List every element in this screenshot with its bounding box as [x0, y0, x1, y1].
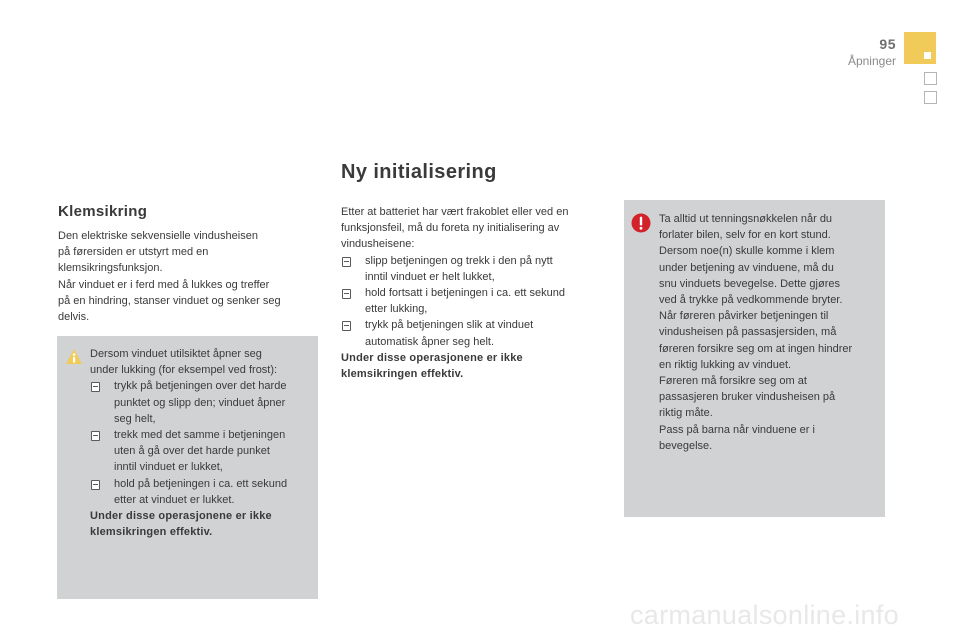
text-line: vindusheisene: [341, 238, 415, 251]
text-line: under betjening av vinduene, må du [659, 261, 834, 274]
text-line: klemsikringsfunksjon. [58, 262, 163, 275]
text-line: Når føreren påvirker betjeningen til [659, 310, 829, 323]
list-item [341, 317, 601, 349]
list-item [90, 427, 312, 476]
warning-text-line: klemsikringen effektiv. [341, 368, 464, 381]
text-line: trykk på betjeningen over det harde [114, 380, 287, 393]
list-item [341, 285, 601, 317]
klemsikring-intro [58, 228, 320, 325]
chapter-tab-marker [904, 32, 936, 64]
chapter-title: Åpninger [847, 54, 896, 68]
text-line: trykk på betjeningen slik at vinduet [365, 319, 534, 332]
page-number: 95 [879, 36, 896, 52]
text-line: automatisk åpner seg helt. [365, 335, 495, 348]
text-line: Ta alltid ut tenningsnøkkelen når du [659, 213, 833, 225]
text-line: under lukking (for eksempel ved frost): [90, 364, 278, 377]
text-line: hold fortsatt i betjeningen i ca. ett sekund [365, 287, 565, 300]
section-title-klemsikring: Klemsikring [58, 203, 148, 220]
text-line: Når vinduet er i ferd med å lukkes og treffer [58, 278, 270, 291]
chapter-tab-box-1 [924, 72, 937, 85]
bullet-icon [91, 431, 100, 441]
text-line: Dersom noe(n) skulle komme i klem [659, 245, 835, 258]
list-item [90, 476, 312, 508]
info-icon [65, 348, 83, 366]
init-bullet-list [341, 253, 601, 350]
info-panel-content [90, 346, 312, 540]
chapter-tab-box-2 [924, 91, 937, 104]
text-line: vindusheisen på passasjersiden, må [659, 326, 837, 339]
bullet-icon [91, 480, 100, 490]
list-item [341, 253, 601, 285]
info-bullet-list [90, 378, 312, 508]
watermark: carmanualsonline.info [630, 600, 899, 630]
text-line: inntil vinduet er lukket, [114, 461, 223, 474]
text-line: Føreren må forsikre seg om at [659, 375, 807, 388]
text-line: forlater bilen, selv for en kort stund. [659, 229, 831, 242]
text-line: hold på betjeningen i ca. ett sekund [114, 477, 288, 490]
text-line: punktet og slipp den; vinduet åpner [114, 396, 286, 409]
text-line: uten å gå over det harde punket [114, 445, 270, 458]
warning-text-line: Under disse operasjonene er ikke [341, 351, 523, 364]
text-line: bevegelse. [659, 439, 713, 452]
text-line: etter lukking, [365, 303, 428, 316]
bullet-icon [342, 289, 351, 299]
text-line: ved å trykke på vedkommende bryter. [659, 294, 843, 307]
text-line: etter at vinduet er lukket. [114, 493, 235, 506]
text-line: delvis. [58, 311, 90, 324]
text-line: trekk med det samme i betjeningen [114, 429, 286, 442]
warning-text-line: Under disse operasjonene er ikke [90, 510, 272, 523]
text-line: funksjonsfeil, må du foreta ny initialisering av [341, 222, 560, 235]
info-panel [57, 336, 318, 599]
bullet-icon [91, 382, 100, 392]
init-section [341, 204, 601, 382]
text-line: slipp betjeningen og trekk i den på nytt [365, 254, 553, 267]
warning-text-line: klemsikringen effektiv. [90, 526, 213, 539]
text-line: riktig måte. [659, 407, 713, 420]
text-line: på førersiden er utstyrt med en [58, 246, 209, 259]
text-line: Etter at batteriet har vært frakoblet eller ved en [341, 206, 569, 218]
text-line: Den elektriske sekvensielle vindusheisen [58, 230, 258, 242]
text-line: en riktig lukking av vinduet. [659, 358, 792, 371]
warning-panel-content [659, 211, 881, 454]
text-line: inntil vinduet er helt lukket, [365, 270, 495, 283]
bullet-icon [342, 257, 351, 267]
text-line: Pass på barna når vinduene er i [659, 423, 815, 436]
text-line: seg helt, [114, 412, 156, 425]
text-line: passasjeren bruker vindusheisen på [659, 391, 836, 404]
warning-panel [624, 200, 885, 517]
text-line: på en hindring, stanser vinduet og senker seg [58, 294, 281, 307]
bullet-icon [342, 321, 351, 331]
text-line: føreren forsikre seg om at ingen hindrer [659, 342, 853, 355]
text-line: Dersom vinduet utilsiktet åpner seg [90, 348, 262, 360]
page-title: Ny initialisering [341, 161, 497, 183]
text-line: snu vinduets bevegelse. Dette gjøres [659, 277, 840, 290]
warning-icon [631, 213, 651, 233]
list-item [90, 378, 312, 427]
